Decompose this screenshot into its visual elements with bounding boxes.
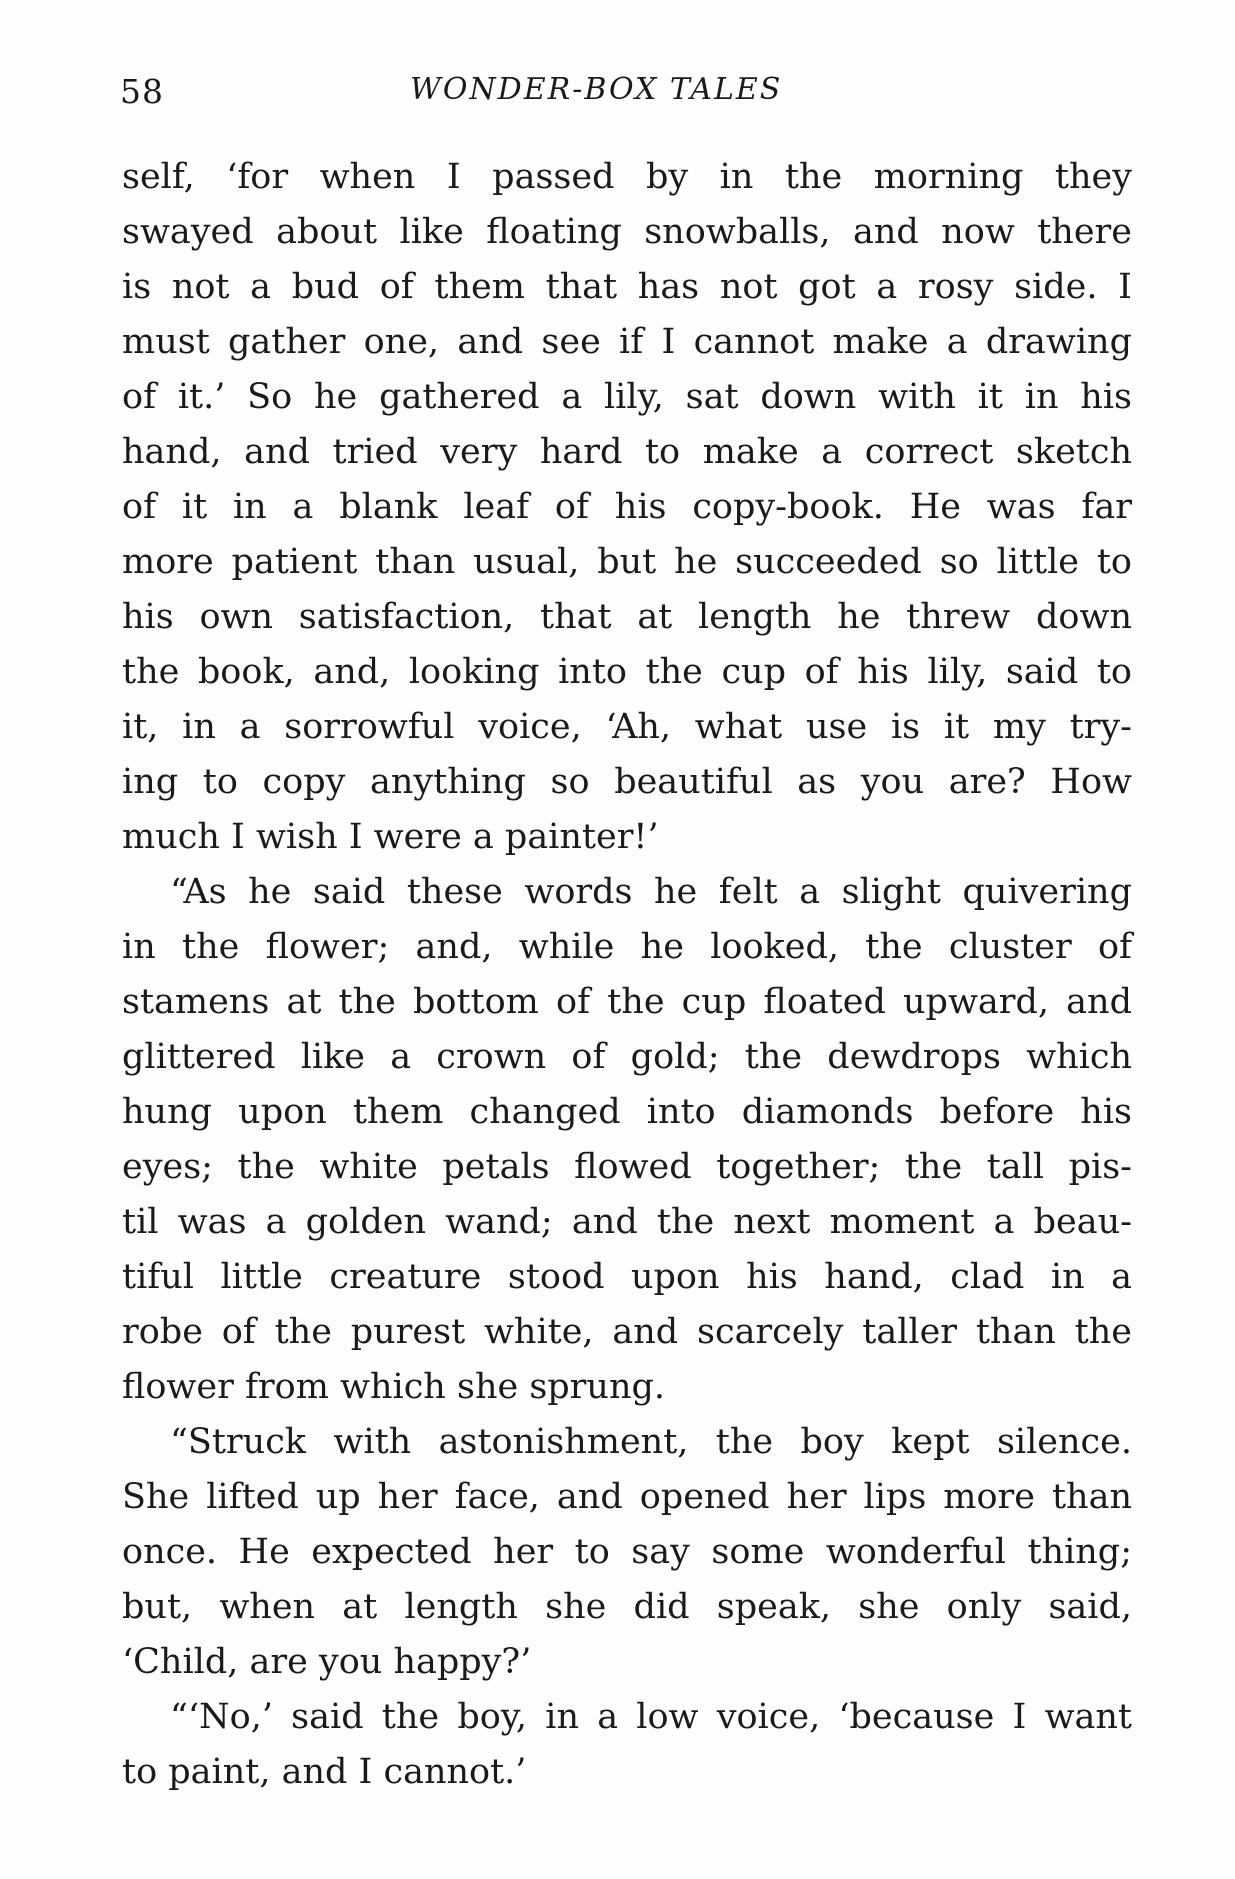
text-line: hung upon them changed into diamonds before his: [122, 1092, 1132, 1132]
text-line: to paint, and I cannot.’: [122, 1752, 527, 1792]
paragraph: [122, 865, 1132, 1415]
text-line: it, in a sorrowful voice, ‘Ah, what use is it my try-: [122, 707, 1132, 747]
text-line: must gather one, and see if I cannot make a drawing: [122, 322, 1132, 362]
text-line: glittered like a crown of gold; the dewdrops which: [122, 1037, 1132, 1077]
text-line: robe of the purest white, and scarcely taller than the: [122, 1312, 1132, 1352]
text-line: “‘No,’ said the boy, in a low voice, ‘because I want: [170, 1697, 1132, 1737]
text-line: of it in a blank leaf of his copy-book. He was far: [122, 487, 1132, 527]
paragraph: [122, 1690, 1132, 1800]
body-text: [122, 150, 1132, 1800]
paragraph: [122, 1415, 1132, 1690]
text-line: “As he said these words he felt a slight quivering: [170, 872, 1132, 912]
text-line: self, ‘for when I passed by in the morning they: [122, 157, 1132, 197]
text-line: stamens at the bottom of the cup floated upward, and: [122, 982, 1132, 1022]
text-line: but, when at length she did speak, she only said,: [122, 1587, 1132, 1627]
text-line: eyes; the white petals flowed together; the tall pis-: [122, 1147, 1132, 1187]
text-line: more patient than usual, but he succeeded so little to: [122, 542, 1132, 582]
text-line: is not a bud of them that has not got a rosy side. I: [122, 267, 1132, 307]
text-line: til was a golden wand; and the next moment a beau-: [122, 1202, 1132, 1242]
paragraph: [122, 150, 1132, 865]
text-line: She lifted up her face, and opened her lips more than: [122, 1477, 1132, 1517]
text-line: flower from which she sprung.: [122, 1367, 666, 1407]
text-line: “Struck with astonishment, the boy kept silence.: [170, 1422, 1132, 1462]
page-number: 58: [120, 72, 164, 111]
text-line: in the flower; and, while he looked, the cluster of: [122, 927, 1132, 967]
text-line: ‘Child, are you happy?’: [122, 1642, 532, 1682]
text-line: swayed about like floating snowballs, and now there: [122, 212, 1132, 252]
text-line: once. He expected her to say some wonderful thing;: [122, 1532, 1132, 1572]
running-title: WONDER-BOX TALES: [410, 72, 783, 107]
text-line: much I wish I were a painter!’: [122, 817, 659, 857]
text-line: hand, and tried very hard to make a correct sketch: [122, 432, 1132, 472]
text-line: ing to copy anything so beautiful as you are? How: [122, 762, 1132, 802]
running-head: [120, 72, 1120, 112]
text-line: tiful little creature stood upon his hand, clad in a: [122, 1257, 1132, 1297]
text-line: of it.’ So he gathered a lily, sat down with it in his: [122, 377, 1132, 417]
text-line: the book, and, looking into the cup of his lily, said to: [122, 652, 1132, 692]
text-line: his own satisfaction, that at length he threw down: [122, 597, 1132, 637]
